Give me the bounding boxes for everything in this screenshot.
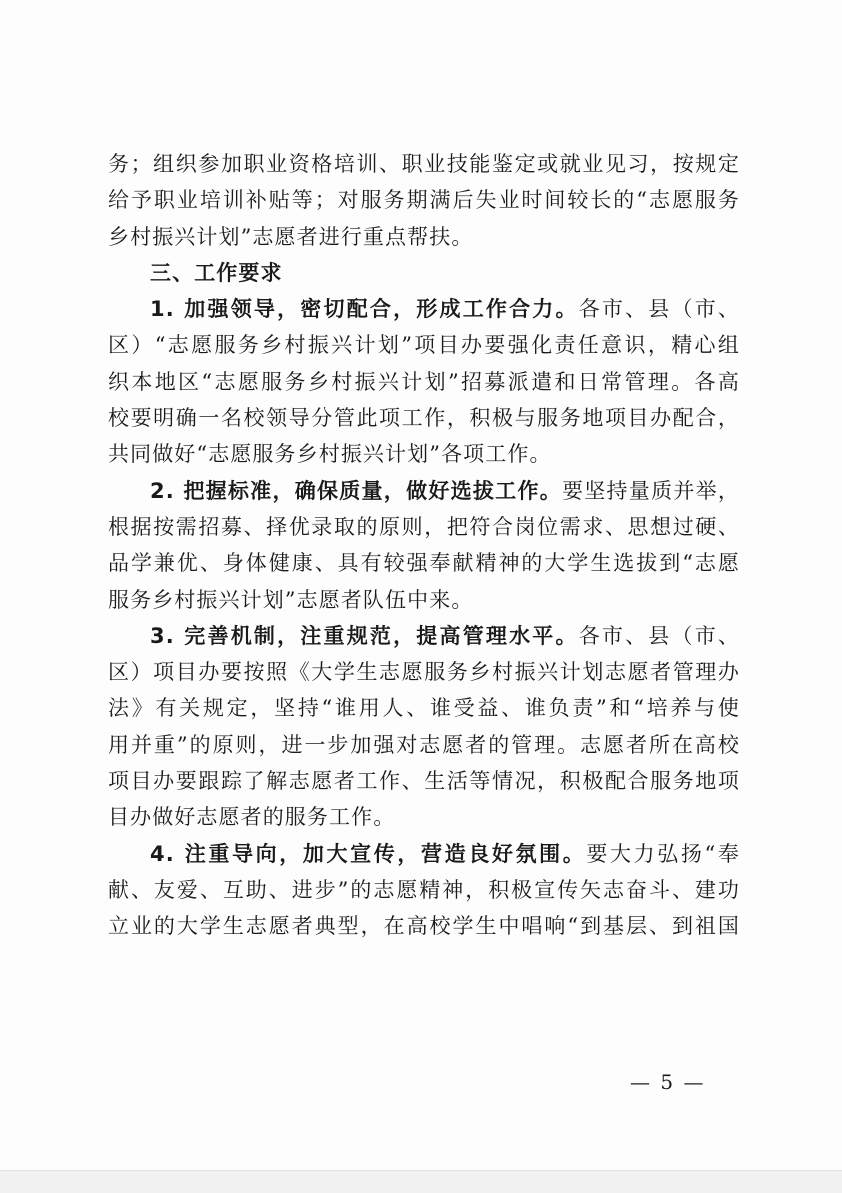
item-lead-text: 3. 完善机制，注重规范，提高管理水平。 [150,623,579,648]
paragraph-line: 用并重”的原则，进一步加强对志愿者的管理。志愿者所在高校 [108,732,740,757]
paragraph-line: 品学兼优、身体健康、具有较强奉献精神的大学生选拔到“志愿 [108,551,740,576]
page-number: — 5 — [630,1070,706,1094]
paragraph-line: 区）项目办要按照《大学生志愿服务乡村振兴计划志愿者管理办 [108,660,740,685]
item-body-text: 各市、县（市、 [578,297,741,322]
paragraph-line: 务；组织参加职业资格培训、职业技能鉴定或就业见习，按规定 [108,152,740,176]
paragraph-line: 立业的大学生志愿者典型，在高校学生中唱响“到基层、到祖国 [108,914,740,939]
paragraph-line: 给予职业培训补贴等；对服务期满后失业时间较长的“志愿服务 [108,188,740,213]
paragraph-line [108,836,740,872]
page-bottom-edge [0,1170,842,1193]
paragraph-line: 根据按需招募、择优录取的原则，把符合岗位需求、思想过硬、 [108,514,740,539]
paragraph-line: 服务乡村振兴计划”志愿者队伍中来。 [108,587,474,612]
item-lead-text: 4. 注重导向，加大宣传，营造良好氛围。 [150,841,587,866]
paragraph-line: 献、友爱、互助、进步”的志愿精神，积极宣传矢志奋斗、建功 [108,877,740,902]
item-body-text: 要坚持量质并举， [561,478,740,503]
section-heading: 三、工作要求 [150,260,283,285]
item-body-text: 要大力弘扬“奉 [586,841,741,866]
paragraph-line: 法》有关规定，坚持“谁用人、谁受益、谁负责”和“培养与使 [108,696,740,721]
paragraph-line: 织本地区“志愿服务乡村振兴计划”招募派遣和日常管理。各高 [108,369,740,394]
paragraph-line [108,618,740,654]
item-lead-text: 1. 加强领导，密切配合，形成工作合力。 [150,297,579,322]
paragraph-line: 乡村振兴计划”志愿者进行重点帮扶。 [108,224,474,249]
paragraph-line: 校要明确一名校领导分管此项工作，积极与服务地项目办配合， [108,406,740,431]
item-lead-text: 2. 把握标准，确保质量，做好选拔工作。 [150,478,562,503]
paragraph-line: 目办做好志愿者的服务工作。 [108,805,396,830]
paragraph-line [108,473,740,509]
paragraph-line: 项目办要跟踪了解志愿者工作、生活等情况，积极配合服务地项 [108,769,740,794]
paragraph-line: 共同做好“志愿服务乡村振兴计划”各项工作。 [108,442,552,467]
item-body-text: 各市、县（市、 [578,623,741,648]
paragraph-line [108,291,740,327]
paragraph-line: 区）“志愿服务乡村振兴计划”项目办要强化责任意识，精心组 [108,333,740,358]
document-body [108,146,740,945]
